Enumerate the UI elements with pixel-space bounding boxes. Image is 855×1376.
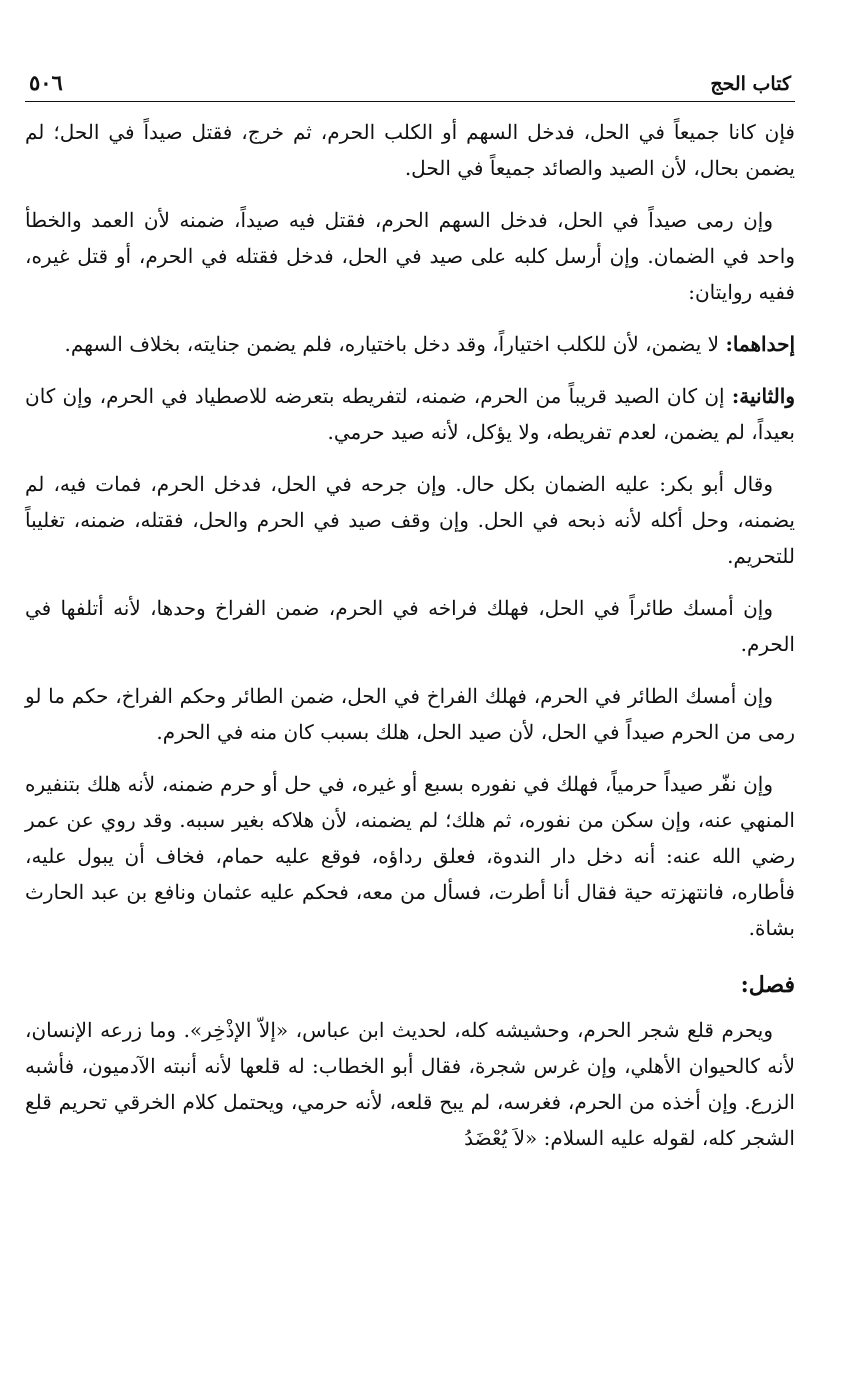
page-header [25, 70, 795, 102]
paragraph-text: وإن نفّر صيداً حرمياً، فهلك في نفوره بسبع أو غيره، في حل أو حرم ضمنه، لأنه هلك بتنفيره المنهي عنه، وإن سكن من نفوره، ثم هلك؛ لم يضمنه، لأن هلاكه بغير سببه. وقد روي عن عمر رضي الله عنه: أنه دخل دار الندوة، فعلق رداؤه، فوقع عليه حمام، فخاف أن يبول عليه، فأطاره، فانتهزته حية فقال أنا أطرت، فسأل من معه، فحكم عليه عثمان ونافع بن عبد الحارث بشاة. [25, 772, 795, 940]
paragraph [25, 590, 795, 662]
paragraph [25, 326, 795, 362]
paragraph [25, 678, 795, 750]
paragraph-lead: إحداهما: [725, 332, 795, 356]
page-number: ٥٠٦ [29, 70, 63, 95]
paragraph [25, 114, 795, 186]
paragraph-text: لا يضمن، لأن للكلب اختياراً، وقد دخل باختياره، فلم يضمن جنايته، بخلاف السهم. [64, 332, 726, 356]
book-page [25, 70, 795, 1172]
paragraph-text: إن كان الصيد قريباً من الحرم، ضمنه، لتفريطه بتعرضه للاصطياد في الحرم، وإن كان بعيداً، لم يضمن، لعدم تفريطه، ولا يؤكل، لأنه صيد حرمي. [25, 384, 795, 444]
paragraph [25, 378, 795, 450]
paragraph-text: وإن أمسك طائراً في الحل، فهلك فراخه في الحرم، ضمن الفراخ وحدها، لأنه أتلفها في الحرم. [25, 596, 795, 656]
running-title: كتاب الحج [710, 73, 791, 95]
paragraph-lead: والثانية: [731, 384, 795, 408]
paragraph-text: ويحرم قلع شجر الحرم، وحشيشه كله، لحديث ابن عباس، «إلاّ الإذْخِر». وما زرعه الإنسان، لأنه كالحيوان الأهلي، وإن غرس شجرة، فقال أبو الخطاب: له قلعها لأنه أنبته الآدميون، فأشبه الزرع. وإن أخذه من الحرم، فغرسه، لم يبح قلعه، لأنه حرمي، ويحتمل كلام الخرقي تحريم قلع الشجر كله، لقوله عليه السلام: «لاَ يُعْضَدُ [25, 1018, 795, 1150]
paragraph [25, 466, 795, 574]
paragraph [25, 202, 795, 310]
paragraph-text: وقال أبو بكر: عليه الضمان بكل حال. وإن جرحه في الحل، فدخل الحرم، فمات فيه، لم يضمنه، وحل أكله لأنه ذبحه في الحل. وإن وقف صيد في الحرم والحل، فقتله، ضمنه، تغليباً للتحريم. [25, 472, 795, 568]
paragraph [25, 1012, 795, 1156]
paragraph-text: وإن رمى صيداً في الحل، فدخل السهم الحرم، فقتل فيه صيداً، ضمنه لأن العمد والخطأ واحد في الضمان. وإن أرسل كلبه على صيد في الحل، فدخل فقتله في الحرم، أو قتل غيره، ففيه روايتان: [25, 208, 795, 304]
section-heading: فصل: [740, 972, 795, 998]
body-text [25, 114, 795, 1156]
paragraph-text: فإن كانا جميعاً في الحل، فدخل السهم أو الكلب الحرم، ثم خرج، فقتل صيداً في الحل؛ لم يضمن بحال، لأن الصيد والصائد جميعاً في الحل. [25, 120, 795, 180]
paragraph-text: وإن أمسك الطائر في الحرم، فهلك الفراخ في الحل، ضمن الطائر وحكم الفراخ، حكم ما لو رمى من الحرم صيداً في الحل، لأن صيد الحل، هلك بسبب كان منه في الحرم. [25, 684, 795, 744]
paragraph [25, 766, 795, 946]
